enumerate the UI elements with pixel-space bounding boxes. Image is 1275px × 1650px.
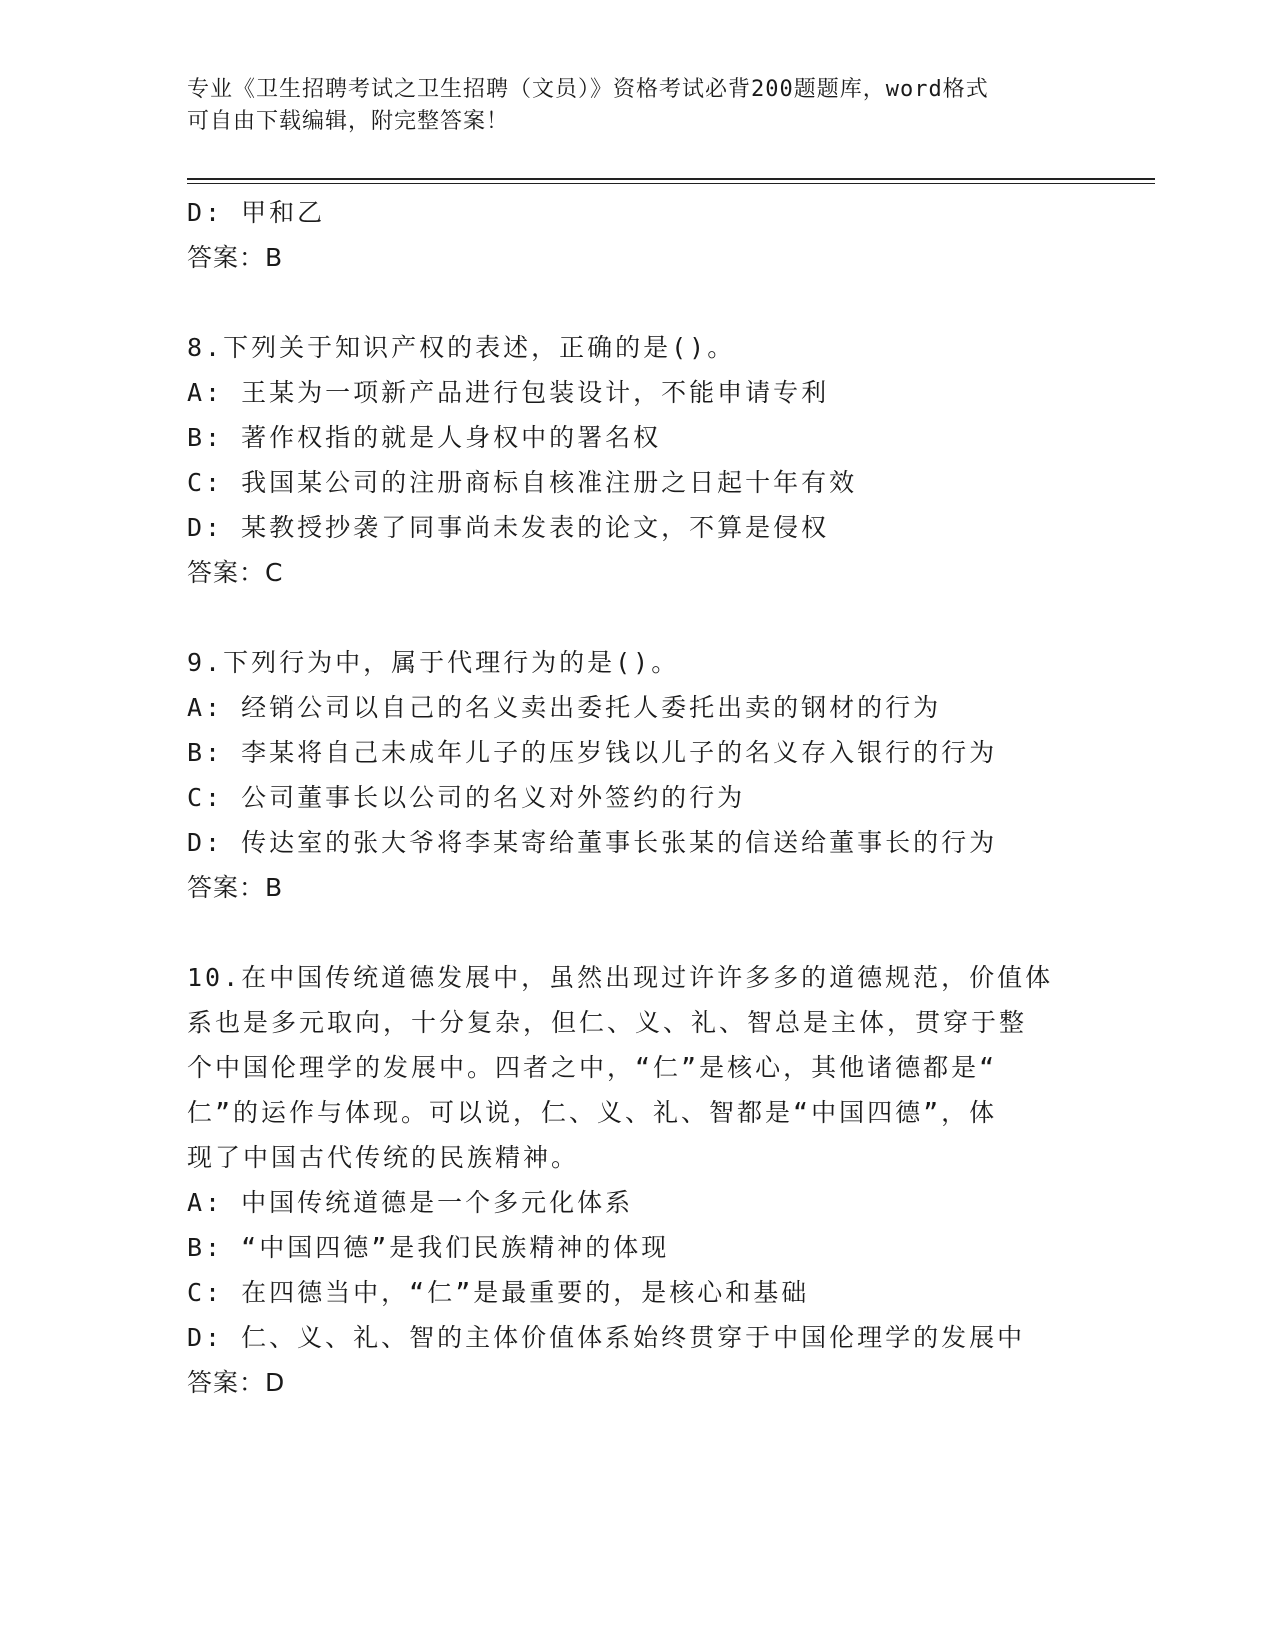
answer: 答案：B bbox=[187, 243, 284, 272]
option-d: D: 甲和乙 bbox=[187, 198, 326, 227]
question-9 bbox=[187, 640, 1087, 910]
question-10 bbox=[187, 955, 1087, 1405]
option-b: B: 著作权指的就是人身权中的署名权 bbox=[187, 423, 662, 452]
answer: 答案：C bbox=[187, 558, 284, 587]
question-text-line-5: 现了中国古代传统的民族精神。 bbox=[187, 1143, 580, 1172]
question-text-line-2: 系也是多元取向，十分复杂，但仁、义、礼、智总是主体，贯穿于整 bbox=[187, 1008, 1028, 1037]
answer: 答案：D bbox=[187, 1368, 286, 1397]
option-c: C: 在四德当中，“仁”是最重要的，是核心和基础 bbox=[187, 1278, 810, 1307]
header-title-line-1: 专业《卫生招聘考试之卫生招聘（文员）》资格考试必背200题题库，word格式 bbox=[187, 77, 989, 102]
spacer bbox=[187, 280, 1087, 325]
option-b: B: 李某将自己未成年儿子的压岁钱以儿子的名义存入银行的行为 bbox=[187, 738, 998, 767]
page-header bbox=[187, 74, 1087, 138]
option-a: A: 中国传统道德是一个多元化体系 bbox=[187, 1188, 634, 1217]
previous-question-tail bbox=[187, 190, 1087, 280]
option-c: C: 我国某公司的注册商标自核准注册之日起十年有效 bbox=[187, 468, 858, 497]
header-divider-thick bbox=[187, 178, 1155, 180]
option-d: D: 传达室的张大爷将李某寄给董事长张某的信送给董事长的行为 bbox=[187, 828, 998, 857]
option-c: C: 公司董事长以公司的名义对外签约的行为 bbox=[187, 783, 746, 812]
question-8 bbox=[187, 325, 1087, 595]
question-text: 9.下列行为中，属于代理行为的是()。 bbox=[187, 648, 680, 677]
question-content bbox=[187, 190, 1087, 1405]
question-text: 8.下列关于知识产权的表述，正确的是()。 bbox=[187, 333, 736, 362]
option-d: D: 某教授抄袭了同事尚未发表的论文，不算是侵权 bbox=[187, 513, 830, 542]
header-divider-thin bbox=[187, 183, 1155, 184]
question-text-line-1: 10.在中国传统道德发展中，虽然出现过许许多多的道德规范，价值体 bbox=[187, 963, 1054, 992]
answer: 答案：B bbox=[187, 873, 284, 902]
option-a: A: 王某为一项新产品进行包装设计，不能申请专利 bbox=[187, 378, 830, 407]
spacer bbox=[187, 595, 1087, 640]
spacer bbox=[187, 910, 1087, 955]
question-text-line-3: 个中国伦理学的发展中。四者之中，“仁”是核心，其他诸德都是“ bbox=[187, 1053, 998, 1082]
option-d: D: 仁、义、礼、智的主体价值体系始终贯穿于中国伦理学的发展中 bbox=[187, 1323, 1026, 1352]
option-b: B: “中国四德”是我们民族精神的体现 bbox=[187, 1233, 670, 1262]
header-title-line-2: 可自由下载编辑，附完整答案！ bbox=[187, 109, 510, 134]
option-a: A: 经销公司以自己的名义卖出委托人委托出卖的钢材的行为 bbox=[187, 693, 942, 722]
question-text-line-4: 仁”的运作与体现。可以说，仁、义、礼、智都是“中国四德”，体 bbox=[187, 1098, 998, 1127]
